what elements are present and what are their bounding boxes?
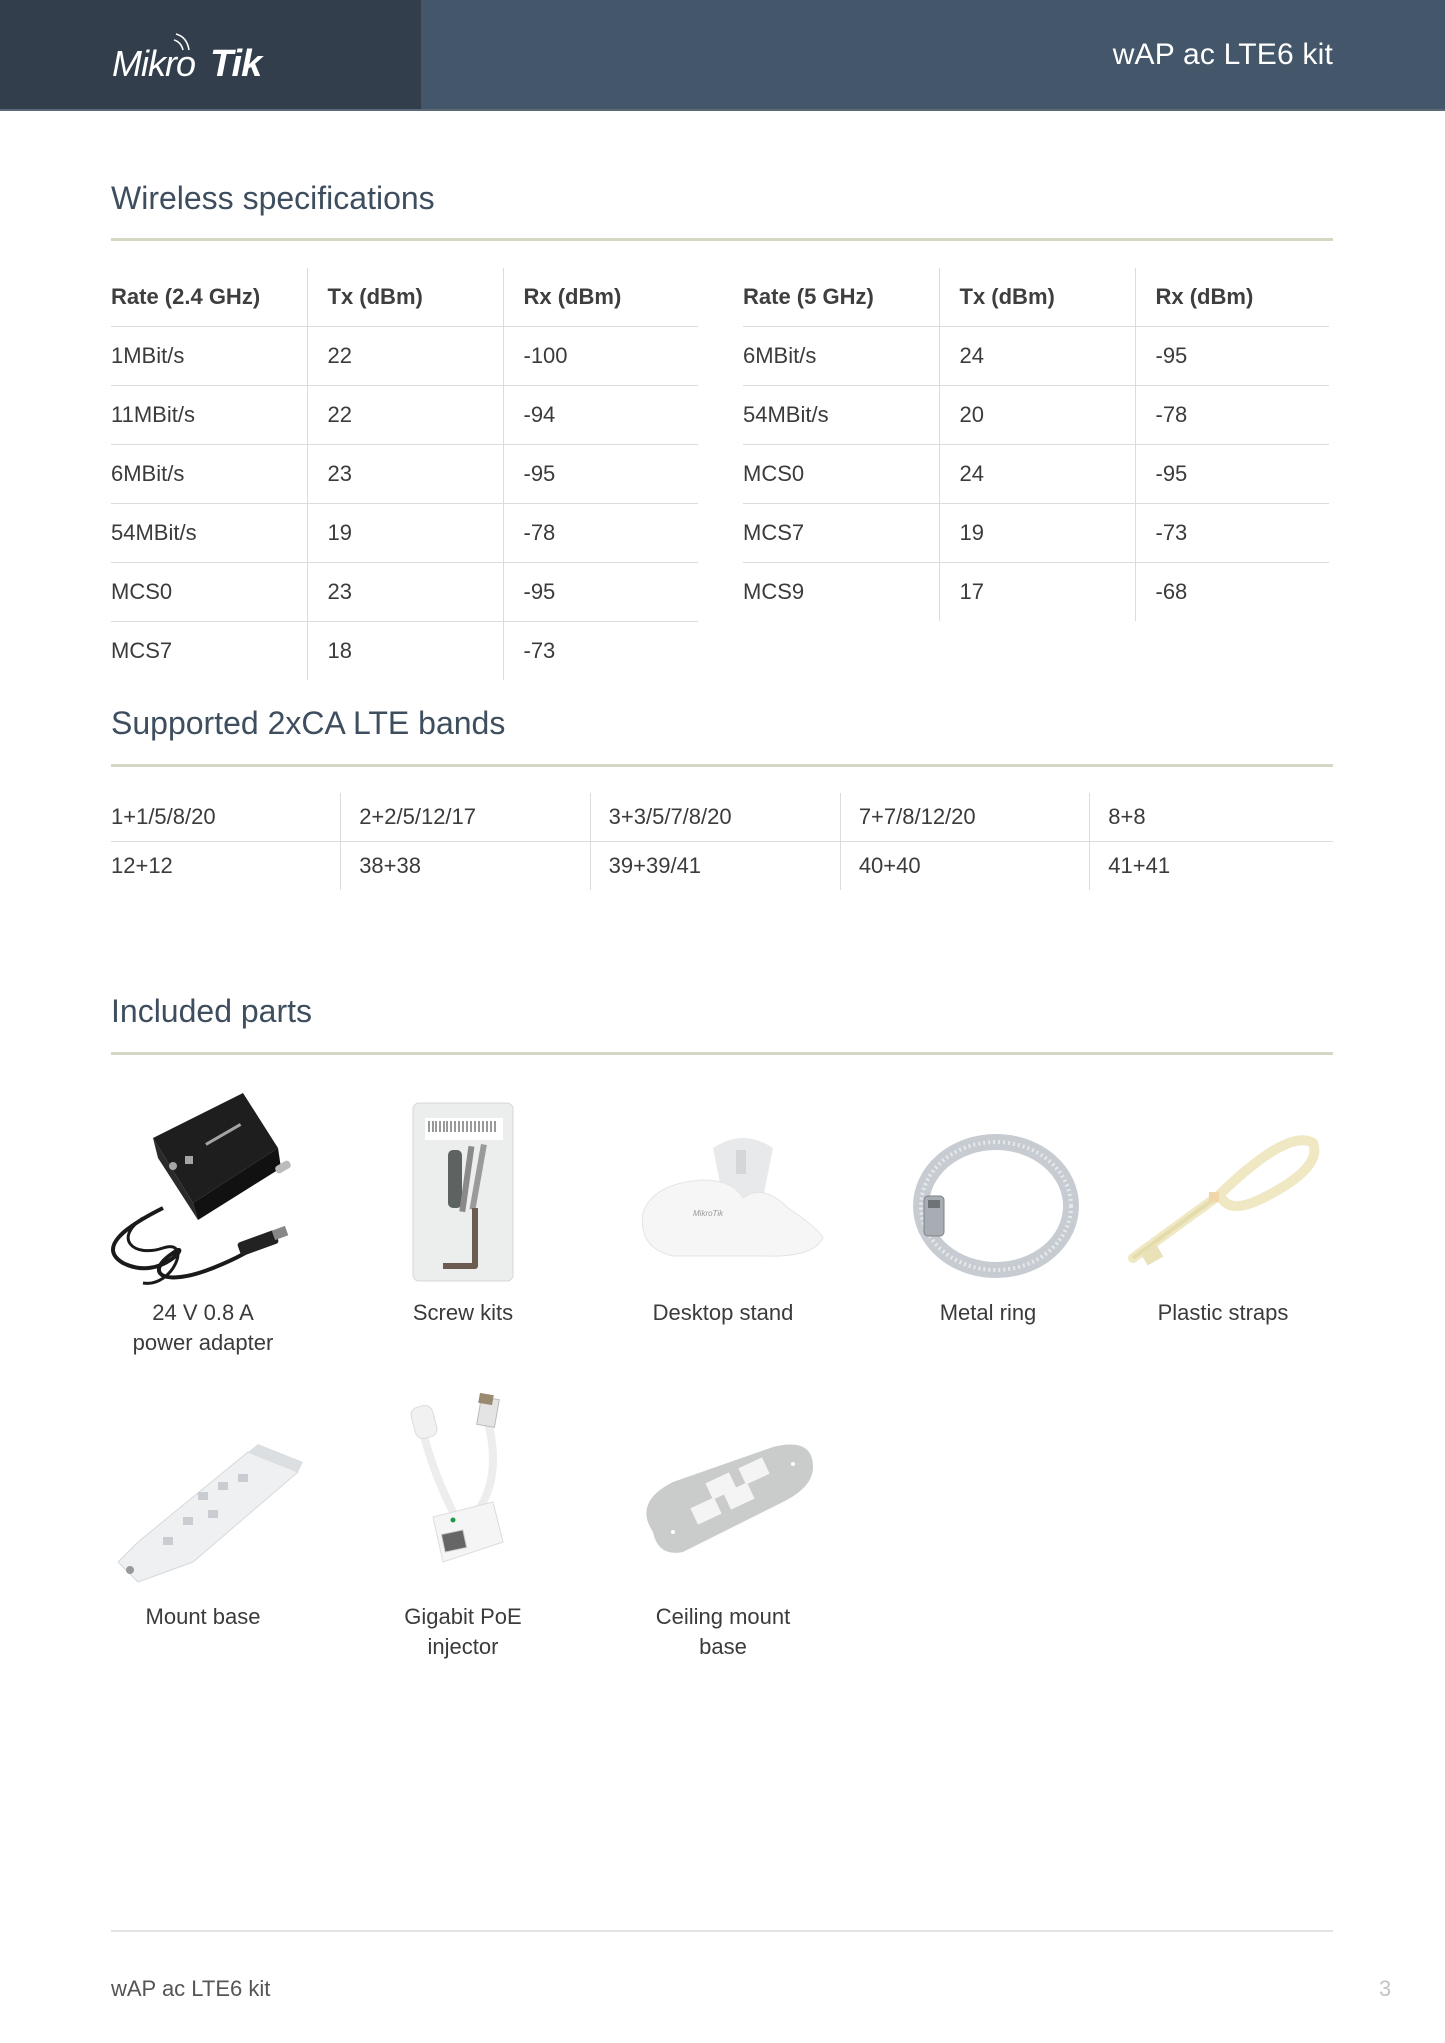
wireless-section-rule bbox=[111, 238, 1333, 241]
footer-document-title: wAP ac LTE6 kit bbox=[111, 1976, 271, 2001]
band-cell: 39+39/41 bbox=[590, 842, 840, 891]
rx-cell: -95 bbox=[503, 563, 698, 622]
metal-ring-icon bbox=[888, 1088, 1088, 1298]
wireless-5ghz-table bbox=[743, 268, 1329, 621]
part-label: base bbox=[699, 1634, 747, 1659]
band-cell: 12+12 bbox=[111, 853, 173, 878]
column-header: Rx (dBm) bbox=[1135, 268, 1329, 327]
table-header-row bbox=[743, 268, 1329, 327]
rx-cell: -100 bbox=[503, 327, 698, 386]
part-power-adapter bbox=[83, 1088, 323, 1358]
lte-section-rule bbox=[111, 764, 1333, 767]
svg-text:MikroTik: MikroTik bbox=[693, 1209, 724, 1218]
ceiling-mount-icon bbox=[613, 1392, 833, 1602]
tx-cell: 18 bbox=[307, 622, 503, 681]
part-label: Mount base bbox=[145, 1604, 261, 1629]
rate-cell: MCS0 bbox=[111, 563, 307, 622]
tx-cell: 17 bbox=[939, 563, 1135, 622]
included-parts-heading: Included parts bbox=[111, 993, 313, 1029]
part-label: Ceiling mount bbox=[655, 1604, 791, 1629]
table-row bbox=[111, 504, 698, 563]
table-row bbox=[743, 445, 1329, 504]
page-header bbox=[0, 0, 1445, 111]
rate-cell: MCS9 bbox=[743, 579, 805, 604]
table-header-row bbox=[111, 268, 698, 327]
header-divider bbox=[0, 109, 1445, 111]
wireless-specs-heading: Wireless specifications bbox=[111, 180, 435, 216]
table-row bbox=[111, 386, 698, 445]
wireless-2-4ghz-table bbox=[111, 268, 698, 680]
part-label: Plastic straps bbox=[1157, 1300, 1289, 1325]
tx-cell: 23 bbox=[307, 445, 503, 504]
part-screw-kits bbox=[343, 1088, 583, 1328]
tx-cell: 20 bbox=[939, 386, 1135, 445]
lte-bands-table bbox=[111, 793, 1333, 890]
rx-cell: -95 bbox=[1135, 445, 1329, 504]
svg-text:Tik: Tik bbox=[210, 43, 262, 82]
screw-kit-icon bbox=[363, 1088, 563, 1298]
part-metal-ring bbox=[868, 1088, 1108, 1328]
table-row bbox=[111, 842, 1333, 891]
part-plastic-straps bbox=[1103, 1088, 1343, 1328]
rx-cell: -78 bbox=[1135, 386, 1329, 445]
rx-cell: -73 bbox=[1135, 504, 1329, 563]
logo-panel bbox=[0, 0, 421, 111]
desktop-stand-icon bbox=[613, 1088, 833, 1298]
lte-bands-heading: Supported 2xCA LTE bands bbox=[111, 705, 506, 741]
poe-injector-icon bbox=[363, 1392, 563, 1602]
rate-cell: 54MBit/s bbox=[111, 504, 307, 563]
rate-cell: MCS0 bbox=[743, 445, 939, 504]
part-label: Desktop stand bbox=[652, 1300, 794, 1325]
part-desktop-stand bbox=[603, 1088, 843, 1328]
part-label: Metal ring bbox=[939, 1300, 1037, 1325]
rx-cell: -73 bbox=[503, 622, 698, 681]
footer-rule bbox=[111, 1930, 1333, 1932]
rx-cell: -68 bbox=[1135, 563, 1329, 622]
band-cell: 7+7/8/12/20 bbox=[840, 793, 1089, 842]
part-poe-injector bbox=[343, 1392, 583, 1662]
part-ceiling-mount-base bbox=[603, 1392, 843, 1662]
band-cell: 2+2/5/12/17 bbox=[341, 793, 590, 842]
parts-section-rule bbox=[111, 1052, 1333, 1055]
band-cell: 8+8 bbox=[1090, 793, 1333, 842]
rate-cell: 6MBit/s bbox=[111, 445, 307, 504]
band-cell: 1+1/5/8/20 bbox=[111, 793, 341, 842]
rate-cell: MCS7 bbox=[111, 638, 173, 663]
table-row bbox=[743, 327, 1329, 386]
column-header: Tx (dBm) bbox=[939, 268, 1135, 327]
band-cell: 41+41 bbox=[1090, 842, 1333, 891]
table-row bbox=[743, 386, 1329, 445]
rate-cell: MCS7 bbox=[743, 504, 939, 563]
table-row bbox=[111, 563, 698, 622]
tx-cell: 24 bbox=[939, 327, 1135, 386]
svg-text:Mikro: Mikro bbox=[112, 43, 195, 82]
rate-cell: 1MBit/s bbox=[111, 327, 307, 386]
column-header: Rate (5 GHz) bbox=[743, 268, 939, 327]
band-cell: 40+40 bbox=[840, 842, 1089, 891]
rate-cell: 11MBit/s bbox=[111, 386, 307, 445]
table-row bbox=[111, 793, 1333, 842]
document-title: wAP ac LTE6 kit bbox=[1112, 38, 1333, 71]
tx-cell: 24 bbox=[939, 445, 1135, 504]
plastic-strap-icon bbox=[1113, 1088, 1333, 1298]
tx-cell: 23 bbox=[307, 563, 503, 622]
rx-cell: -94 bbox=[503, 386, 698, 445]
rate-cell: 6MBit/s bbox=[743, 327, 939, 386]
rx-cell: -95 bbox=[1135, 327, 1329, 386]
table-row bbox=[111, 445, 698, 504]
column-header: Rx (dBm) bbox=[503, 268, 698, 327]
mikrotik-logo bbox=[112, 26, 312, 82]
part-label: Gigabit PoE bbox=[404, 1604, 522, 1629]
table-row bbox=[743, 504, 1329, 563]
mount-base-icon bbox=[98, 1392, 308, 1602]
table-row bbox=[111, 327, 698, 386]
table-row bbox=[111, 622, 698, 681]
tx-cell: 22 bbox=[307, 327, 503, 386]
column-header: Rate (2.4 GHz) bbox=[111, 268, 307, 327]
part-label: power adapter bbox=[132, 1330, 274, 1355]
table-row bbox=[743, 563, 1329, 622]
column-header: Tx (dBm) bbox=[307, 268, 503, 327]
part-label: 24 V 0.8 A bbox=[152, 1300, 254, 1325]
part-label: injector bbox=[427, 1634, 499, 1659]
part-label: Screw kits bbox=[412, 1300, 514, 1325]
power-adapter-icon bbox=[103, 1088, 303, 1298]
band-cell: 38+38 bbox=[341, 842, 590, 891]
tx-cell: 19 bbox=[307, 504, 503, 563]
rx-cell: -78 bbox=[503, 504, 698, 563]
part-mount-base bbox=[83, 1392, 323, 1632]
rx-cell: -95 bbox=[503, 445, 698, 504]
tx-cell: 19 bbox=[939, 504, 1135, 563]
tx-cell: 22 bbox=[307, 386, 503, 445]
band-cell: 3+3/5/7/8/20 bbox=[590, 793, 840, 842]
page-number: 3 bbox=[1379, 1976, 1392, 2001]
rate-cell: 54MBit/s bbox=[743, 386, 939, 445]
